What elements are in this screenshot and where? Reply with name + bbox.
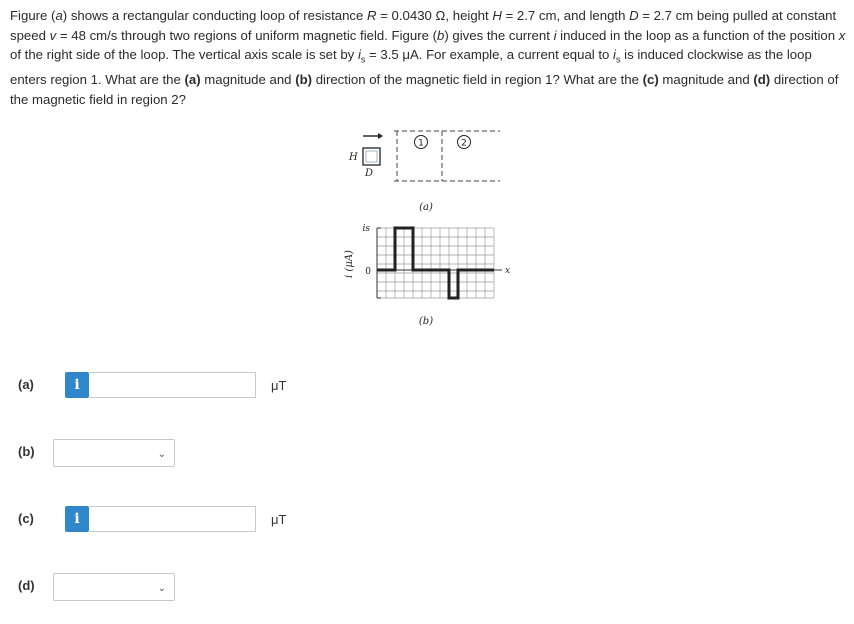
info-icon[interactable]: i [65,506,89,532]
y-axis-label: i (μA) [344,250,355,278]
unit-a: μT [271,378,287,393]
chevron-down-icon: ⌄ [157,449,166,460]
caption-a: (a) [419,202,433,213]
label-H: H [349,152,358,163]
answer-label-c: (c) [18,511,34,526]
tick-zero-label: 0 [365,267,371,277]
chevron-down-icon: ⌄ [157,583,166,594]
answer-label-d: (d) [18,578,35,593]
answer-b-select[interactable] [53,439,175,467]
caption-b: (b) [418,316,434,327]
answer-row-c [0,503,854,535]
answer-d-select[interactable] [53,573,175,601]
answer-row-d [0,570,854,602]
figure-b [344,224,510,327]
answer-row-a [0,369,854,401]
velocity-arrowhead [378,133,383,139]
figure-svg [330,118,530,338]
info-icon[interactable]: i [65,372,89,398]
answer-label-a: (a) [18,377,34,392]
figure-a [348,131,500,213]
answer-row-b [0,436,854,468]
figure [330,118,530,338]
problem-text: Figure (a) shows a rectangular conducting loop of resistance R = 0.0430 Ω, height H = 2.7 cm, and length D = 2.7 cm being pulled at constant speed v = 48 cm/s through two regions of uniform magnetic field. Figure (b) gives the current i induced in the loop as a function of the position x of the right side of the loop. The vertical axis scale is set by $i_s = 3.5$ μA. For example, a current equal to $i_s$ is induced clockwise as the loop enters region 1. What are the (a) magnitude and (b) direction of the magnetic field in region 1? What are the (c) magnitude and (d) direction of the magnetic field in region 2? [10,8,846,108]
region2-number: 2 [461,138,467,149]
label-D: D [365,168,374,179]
region1-number: 1 [418,138,424,149]
answer-c-input[interactable] [89,506,256,532]
x-axis-label: x [505,266,511,276]
loop-inner [366,151,377,162]
unit-c: μT [271,512,287,527]
tick-is-label: is [362,224,370,234]
answer-a-input[interactable] [89,372,256,398]
current-curve [377,228,494,298]
answer-label-b: (b) [18,444,35,459]
